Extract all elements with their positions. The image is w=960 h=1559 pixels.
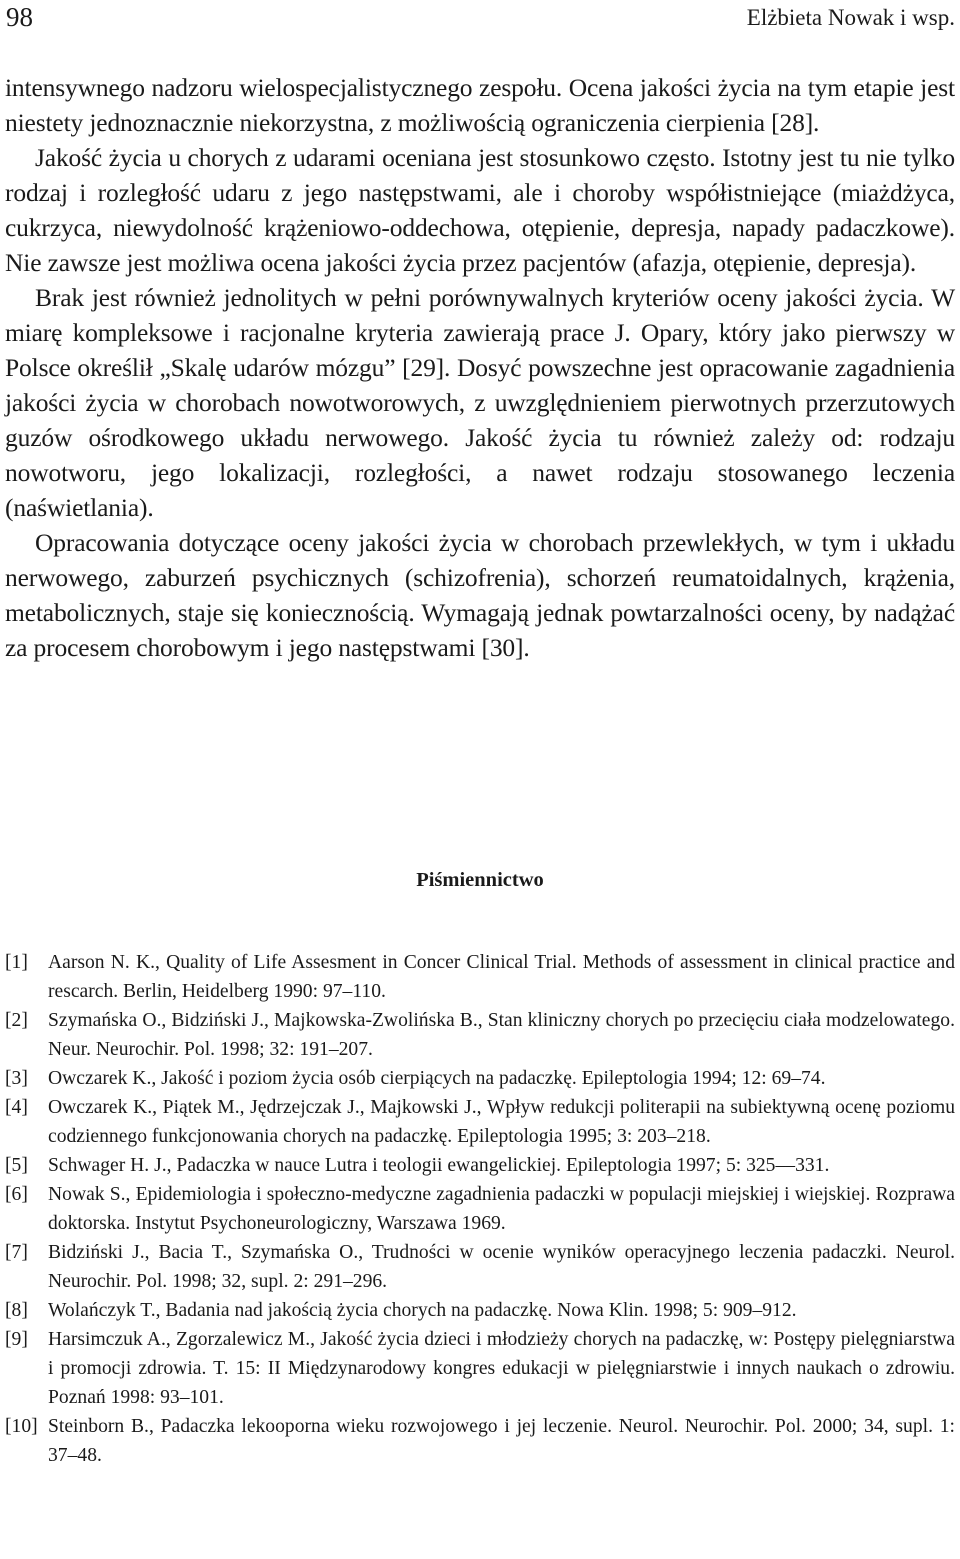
reference-item xyxy=(5,948,955,1006)
reference-item xyxy=(5,1412,955,1470)
reference-number: [4] xyxy=(5,1097,28,1118)
reference-text: Szymańska O., Bidziński J., Majkowska-Zwolińska B., Stan kliniczny chorych po przecięciu ciała modzelowatego. Neur. Neurochir. Pol. 1998; 32: 191–207. xyxy=(48,1010,955,1060)
reference-text: Steinborn B., Padaczka lekooporna wieku rozwojowego i jej leczenie. Neurol. Neurochir. Pol. 2000; 34, supl. 1: 37–48. xyxy=(48,1416,955,1466)
body-paragraph: intensywnego nadzoru wielospecjalistycznego zespołu. Ocena jakości życia na tym etapie jest niestety jednoznacznie niekorzystna, z możliwością ograniczenia cierpienia [28]. xyxy=(5,73,955,137)
reference-text: Harsimczuk A., Zgorzalewicz M., Jakość życia dzieci i młodzieży chorych na padaczkę, w: Postępy pielęgniarstwa i promocji zdrowia. T. 15: II Międzynarodowy kongres edukacji w pielęgniarstwie i innych naukach o zdrowiu. Poznań 1998: 93–101. xyxy=(48,1329,955,1408)
reference-text: Aarson N. K., Quality of Life Assesment in Concer Clinical Trial. Methods of assessment in clinical practice and rescarch. Berlin, Heidelberg 1990: 97–110. xyxy=(48,952,955,1002)
reference-text: Wolańczyk T., Badania nad jakością życia chorych na padaczkę. Nowa Klin. 1998; 5: 909–912. xyxy=(48,1300,797,1321)
body-paragraph: Brak jest również jednolitych w pełni porównywalnych kryteriów oceny jakości życia. W miarę kompleksowe i racjonalne kryteria zawierają prace J. Opary, który jako pierwszy w Polsce określił „Skalę udarów mózgu” [29]. Dosyć powszechne jest opracowanie zagadnienia jakości życia w chorobach nowotworowych, z uwzględnieniem pierwotnych przerzutowych guzów ośrodkowego układu nerwowego. Jakość życia tu również zależy od: rodzaju nowotworu, jego lokalizacji, rozległości, a nawet rodzaju stosowanego leczenia (naświetlania). xyxy=(5,283,955,522)
running-head: Elżbieta Nowak i wsp. xyxy=(746,5,955,30)
body-paragraph: Jakość życia u chorych z udarami oceniana jest stosunkowo często. Istotny jest tu nie tylko rodzaj i rozległość udaru z jego następstwami, ale i choroby współistniejące (miażdżyca, cukrzyca, niewydolność krążeniowo-oddechowa, otępienie, depresja, napady padaczkowe). Nie zawsze jest możliwa ocena jakości życia przez pacjentów (afazja, otępienie, depresja). xyxy=(5,143,955,277)
reference-number: [10] xyxy=(5,1416,38,1437)
reference-item xyxy=(5,1180,955,1238)
page-number: 98 xyxy=(6,2,33,32)
reference-number: [7] xyxy=(5,1242,28,1263)
reference-text: Nowak S., Epidemiologia i społeczno-medyczne zagadnienia padaczki w populacji miejskiej i wiejskiej. Rozprawa doktorska. Instytut Psychoneurologiczny, Warszawa 1969. xyxy=(48,1184,955,1234)
reference-item xyxy=(5,1093,955,1151)
reference-number: [6] xyxy=(5,1184,28,1205)
reference-number: [2] xyxy=(5,1010,28,1031)
reference-text: Owczarek K., Jakość i poziom życia osób cierpiących na padaczkę. Epileptologia 1994; 12: 69–74. xyxy=(48,1068,826,1089)
reference-list xyxy=(5,948,955,1470)
reference-item xyxy=(5,1151,955,1180)
reference-text: Schwager H. J., Padaczka w nauce Lutra i teologii ewangelickiej. Epileptologia 1997; 5: 325––331. xyxy=(48,1155,830,1176)
body-text xyxy=(5,70,955,665)
reference-item xyxy=(5,1238,955,1296)
reference-number: [9] xyxy=(5,1329,28,1350)
body-paragraph: Opracowania dotyczące oceny jakości życia w chorobach przewlekłych, w tym i układu nerwowego, zaburzeń psychicznych (schizofrenia), schorzeń reumatoidalnych, krążenia, metabolicznych, staje się koniecznością. Wymagają jednak powtarzalności oceny, by nadążać za procesem chorobowym i jego następstwami [30]. xyxy=(5,528,955,662)
reference-number: [3] xyxy=(5,1068,28,1089)
reference-number: [8] xyxy=(5,1300,28,1321)
reference-item xyxy=(5,1064,955,1093)
reference-text: Bidziński J., Bacia T., Szymańska O., Trudności w ocenie wyników operacyjnego leczenia padaczki. Neurol. Neurochir. Pol. 1998; 32, supl. 2: 291–296. xyxy=(48,1242,955,1292)
references-heading: Piśmiennictwo xyxy=(416,869,544,891)
reference-item xyxy=(5,1325,955,1412)
reference-number: [1] xyxy=(5,952,28,973)
reference-item xyxy=(5,1296,955,1325)
reference-number: [5] xyxy=(5,1155,28,1176)
reference-item xyxy=(5,1006,955,1064)
reference-text: Owczarek K., Piątek M., Jędrzejczak J., Majkowski J., Wpływ redukcji politerapii na subiektywną ocenę poziomu codziennego funkcjonowania chorych na padaczkę. Epileptologia 1995; 3: 203–218. xyxy=(48,1097,955,1147)
